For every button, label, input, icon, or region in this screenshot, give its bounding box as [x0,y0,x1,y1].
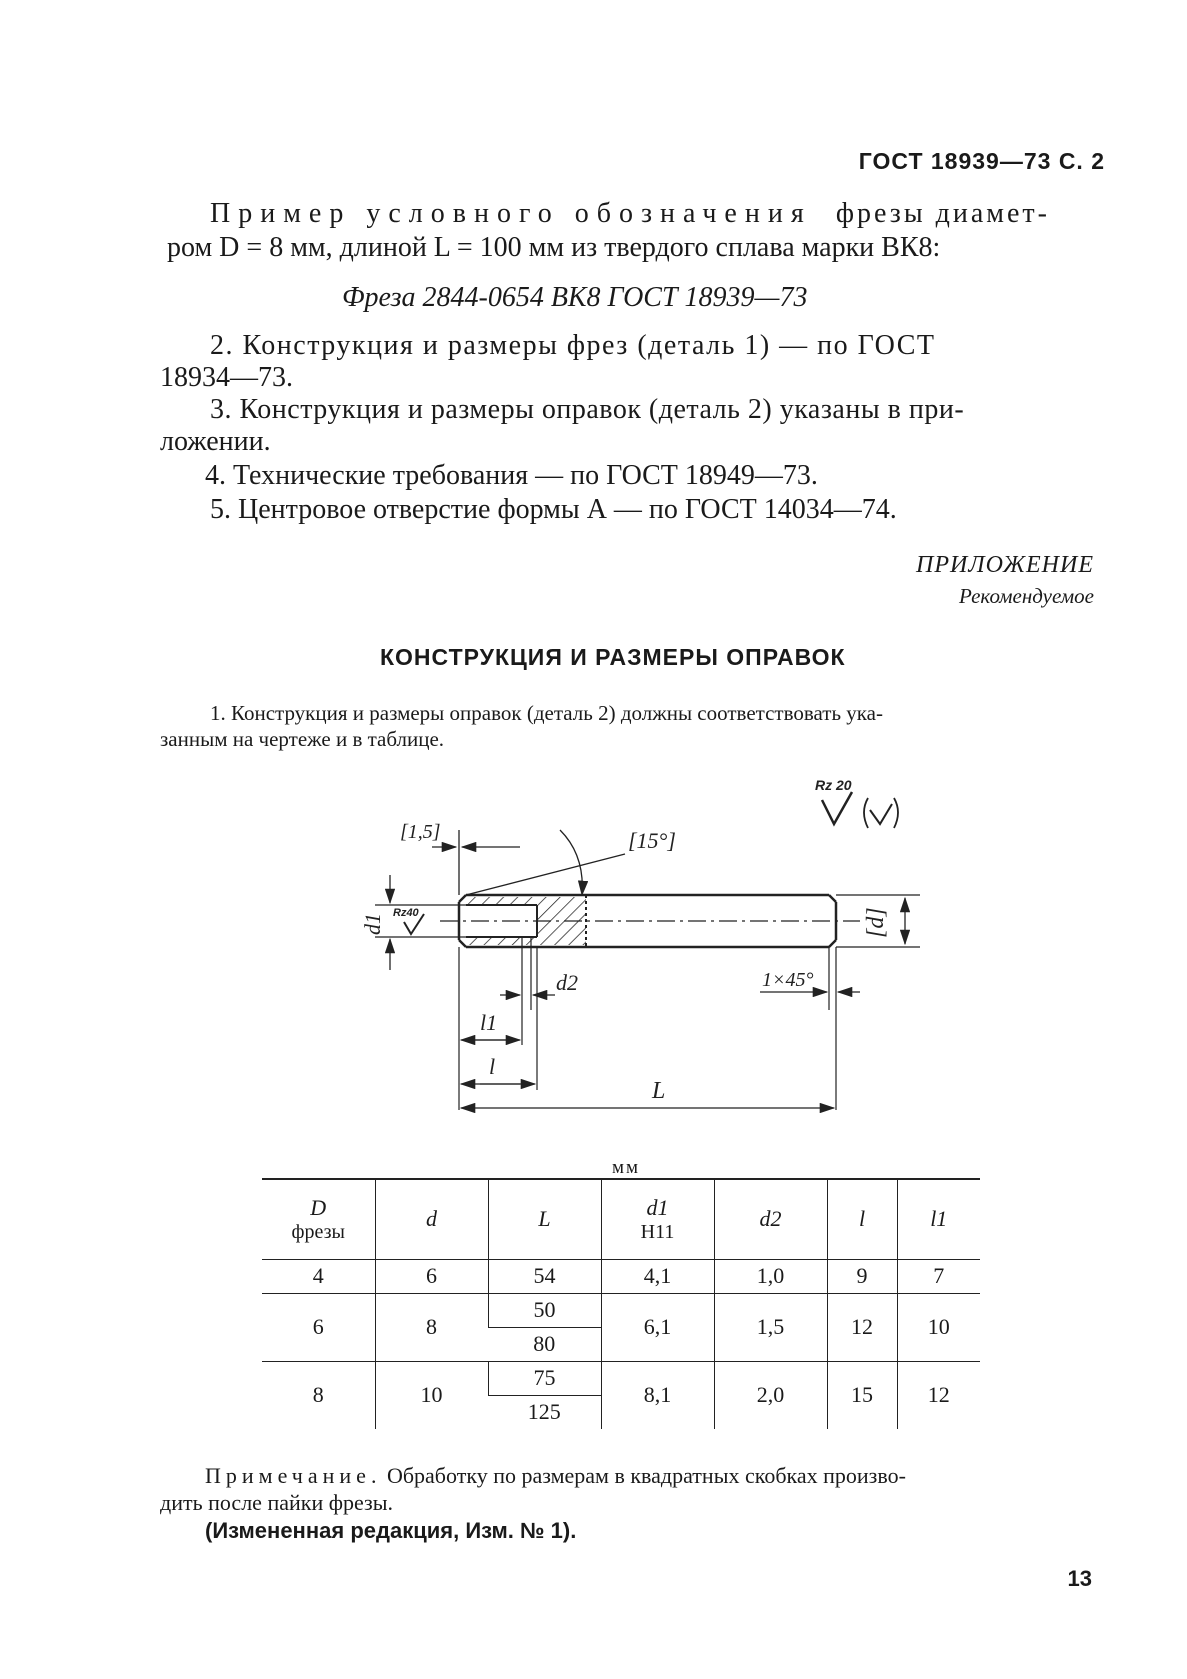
example-designation: Фреза 2844-0654 ВК8 ГОСТ 18939—73 [342,282,808,313]
svg-text:l: l [489,1054,496,1079]
svg-text:l1: l1 [480,1010,498,1035]
table-row: 4 6 54 4,1 1,0 9 7 [262,1259,980,1293]
example-paragraph-line2: ром D = 8 мм, длиной L = 100 мм из твердого сплава марки ВК8: [167,232,941,263]
note-line2: дить после пайки фрезы. [160,1490,393,1515]
d1-dimension [360,875,466,970]
note-text-line1: Обработку по размерам в квадратных скобках произво- [386,1463,906,1488]
svg-text:d1: d1 [360,913,385,935]
item-3-line1: 3. Конструкция и размеры оправок (деталь 2) указаны в при- [210,394,965,425]
appendix-subtitle: Рекомендуемое [959,584,1094,608]
table-row: 125 [527,1399,561,1425]
dimensions-table [262,1178,980,1429]
table-row: 8 10 75 8,1 2,0 15 12 [262,1361,980,1395]
header-l: l [827,1179,897,1259]
item-2-line1: 2. Конструкция и размеры фрез (деталь 1) — по ГОСТ [210,330,936,361]
svg-text:1×45°: 1×45° [762,969,814,991]
table-row: 6 8 50 6,1 1,5 12 10 [262,1293,980,1327]
section-paragraph-line1: 1. Конструкция и размеры оправок (деталь 2) должны соответствовать ука- [210,701,883,725]
svg-text:L: L [652,1078,666,1104]
header-D: D фрезы [291,1194,345,1243]
example-lead: Пример условного обозначения [210,198,812,229]
table-header-row [262,1179,980,1259]
item-5: 5. Центровое отверстие формы А — по ГОСТ 14034—74. [210,494,897,525]
chamfer-length-dimension [400,821,520,895]
table-unit: мм [612,1157,641,1178]
header-d2: d2 [714,1179,827,1259]
angle-label: [15°] [628,828,676,853]
svg-text:[d]: [d] [863,907,889,938]
svg-text:Rz40: Rz40 [393,907,419,919]
angle-dimension [466,828,676,895]
item-2-line2: 18934—73. [160,362,293,393]
document-code: ГОСТ 18939—73 С. 2 [858,148,1105,174]
page-number: 13 [1067,1566,1092,1591]
roughness-symbol-bore [393,907,424,934]
section-paragraph-line2: занным на чертеже и в таблице. [160,727,445,751]
section-heading: КОНСТРУКЦИЯ И РАЗМЕРЫ ОПРАВОК [380,644,846,670]
item-4: 4. Технические требования — по ГОСТ 18949—73. [205,460,818,491]
chamfer-length-label: [1,5] [400,821,441,843]
roughness-symbol-top [815,777,898,828]
note-label: Примечание. [205,1463,382,1488]
chamfer-dimension [760,947,860,1010]
header-d1: d1 H11 [601,1179,714,1259]
table-row: 80 [262,1327,980,1361]
svg-text:Rz 20: Rz 20 [815,777,852,793]
svg-text:d2: d2 [556,970,578,995]
note-line1 [205,1463,1085,1489]
item-3-line2: ложении. [160,426,271,457]
appendix-title: ПРИЛОЖЕНИЕ [916,552,1094,578]
mandrel-drawing [0,760,1187,1140]
header-d: d [375,1179,488,1259]
header-l1: l1 [897,1179,980,1259]
example-paragraph-line1 [210,198,1050,230]
revision-note: (Измененная редакция, Изм. № 1). [205,1518,577,1543]
header-L: L [488,1179,601,1259]
example-lead-rest: фрезы диамет- [835,198,1050,229]
